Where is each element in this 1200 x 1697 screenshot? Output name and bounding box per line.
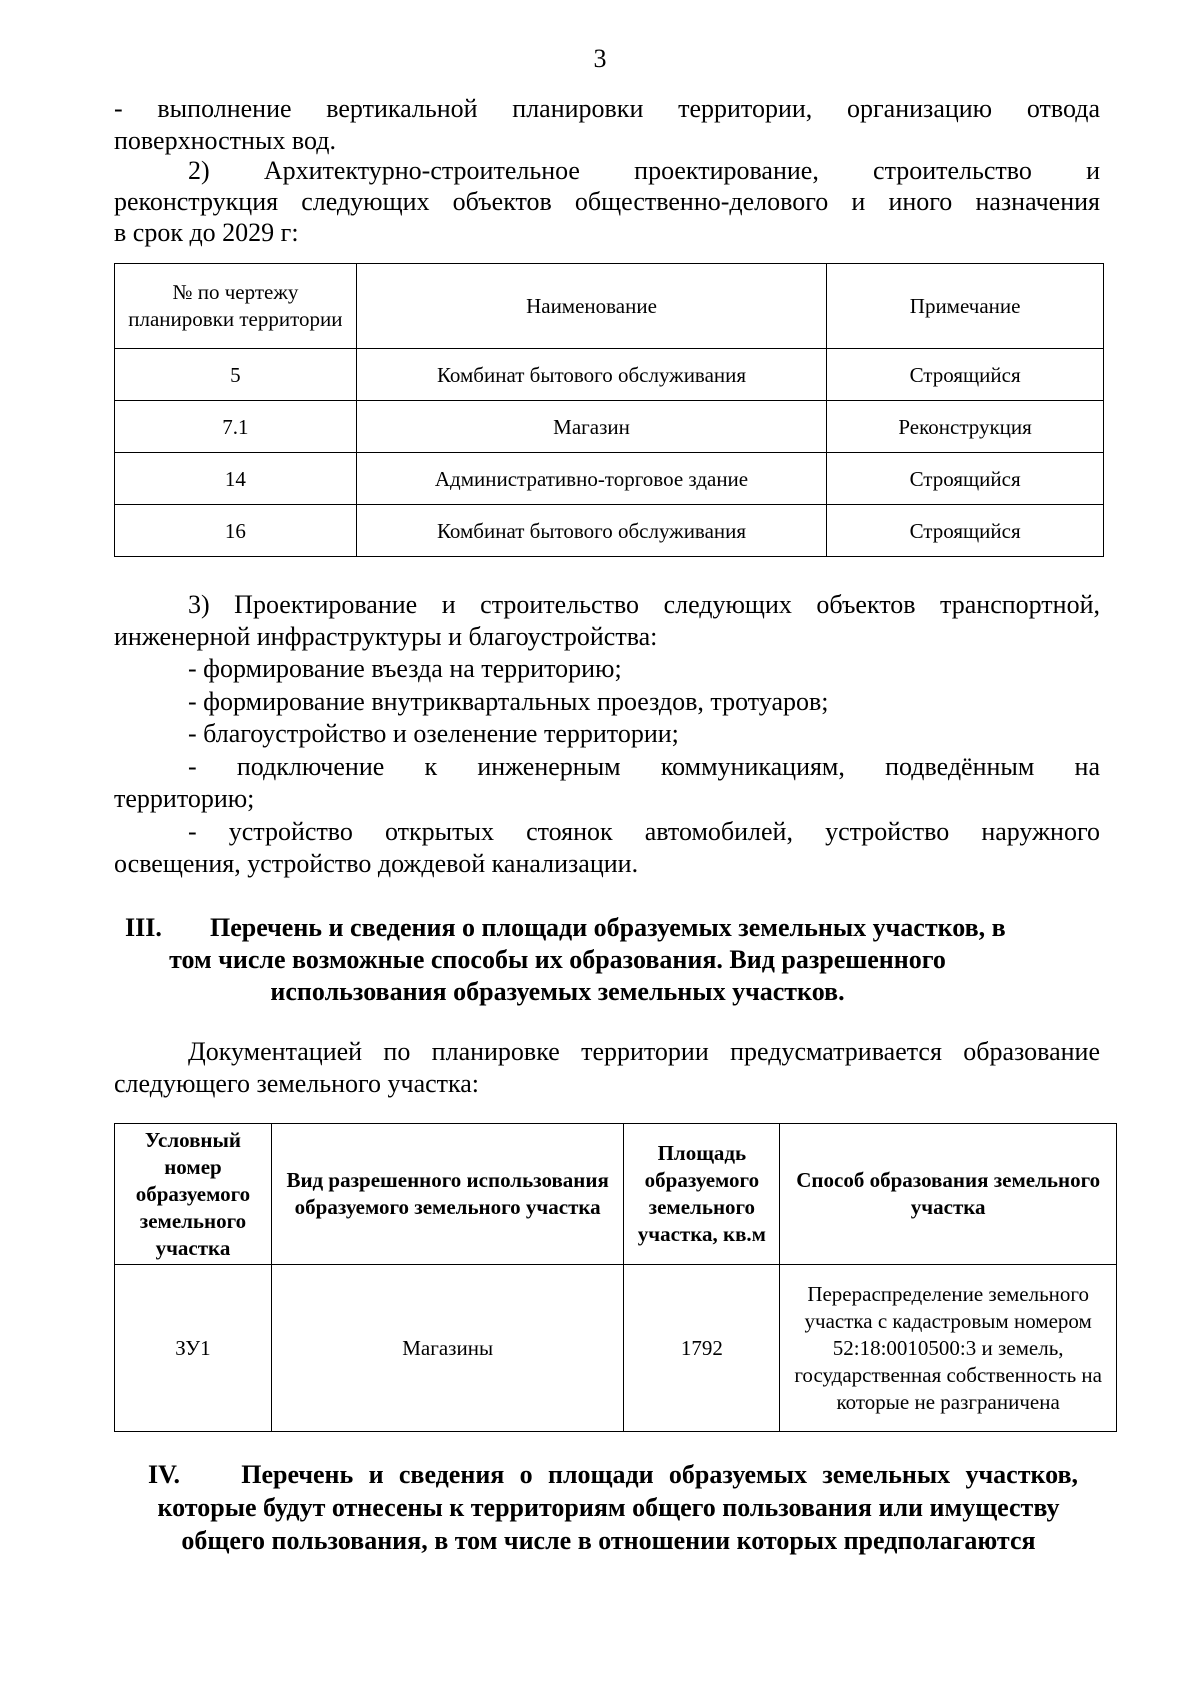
cell-note: Строящийся <box>827 453 1104 505</box>
item2-line-2: реконструкция следующих объектов общественно-делового и иного назначения <box>114 187 1100 216</box>
table-row <box>115 505 1104 557</box>
column-header-note: Примечание <box>827 264 1104 349</box>
cell-permitted-use: Магазины <box>271 1265 624 1432</box>
cell-note: Строящийся <box>827 349 1104 401</box>
section-4-title-line-2: которые будут отнесены к территориям общего пользования или имуществу <box>157 1493 1060 1522</box>
cell-plan-number: 5 <box>115 349 357 401</box>
cell-plan-number: 14 <box>115 453 357 505</box>
table-header-row <box>115 264 1104 349</box>
cell-formation-method: Перераспределение земельного участка с кадастровым номером 52:18:0010500:3 и земель, государственная собственность на которые не разграничена <box>780 1265 1117 1432</box>
section-4-title-line-1: IV. Перечень и сведения о площади образуемых земельных участков, <box>148 1460 1078 1489</box>
column-header-formation-method: Способ образования земельного участка <box>780 1124 1117 1265</box>
table-header-row <box>115 1124 1117 1265</box>
cell-plan-number: 16 <box>115 505 357 557</box>
item3-bullet-3: - благоустройство и озеленение территории; <box>188 719 679 748</box>
item3-bullet-2: - формирование внутриквартальных проездов, тротуаров; <box>188 687 829 716</box>
item3-line-1: 3) Проектирование и строительство следующих объектов транспортной, <box>188 590 1100 619</box>
land-plots-table <box>114 1123 1117 1432</box>
item2-line-3: в срок до 2029 г: <box>114 218 299 247</box>
section-3-title-line-3: использования образуемых земельных участков. <box>270 977 845 1006</box>
cell-area: 1792 <box>624 1265 780 1432</box>
item2-line-1: 2) Архитектурно-строительное проектирование, строительство и <box>188 156 1100 185</box>
column-header-permitted-use: Вид разрешенного использования образуемого земельного участка <box>271 1124 624 1265</box>
cell-note: Реконструкция <box>827 401 1104 453</box>
cell-name: Комбинат бытового обслуживания <box>356 349 826 401</box>
cell-plot-number: ЗУ1 <box>115 1265 272 1432</box>
para3-line-2: следующего земельного участка: <box>114 1069 480 1098</box>
section-4-title-line-3: общего пользования, в том числе в отношении которых предполагаются <box>181 1526 1036 1555</box>
table-row <box>115 401 1104 453</box>
cell-name: Магазин <box>356 401 826 453</box>
column-header-name: Наименование <box>356 264 826 349</box>
objects-table <box>114 263 1104 557</box>
intro-line-2: поверхностных вод. <box>114 126 337 155</box>
column-header-plan-number: № по чертежу планировки территории <box>115 264 357 349</box>
para3-line-1: Документацией по планировке территории предусматривается образование <box>188 1037 1100 1066</box>
column-header-area: Площадь образуемого земельного участка, кв.м <box>624 1124 780 1265</box>
cell-name: Комбинат бытового обслуживания <box>356 505 826 557</box>
page-number: 3 <box>593 44 607 73</box>
item3-bullet-1: - формирование въезда на территорию; <box>188 654 622 683</box>
cell-plan-number: 7.1 <box>115 401 357 453</box>
item3-bullet-4-line-2: территорию; <box>114 784 255 813</box>
cell-note: Строящийся <box>827 505 1104 557</box>
item3-bullet-4-line-1: - подключение к инженерным коммуникациям, подведённым на <box>188 752 1100 781</box>
section-3-title-line-1: Перечень и сведения о площади образуемых земельных участков, в <box>210 913 1006 942</box>
column-header-plot-number: Условный номер образуемого земельного участка <box>115 1124 272 1265</box>
table-row <box>115 1265 1117 1432</box>
item3-line-2: инженерной инфраструктуры и благоустройства: <box>114 622 658 651</box>
item3-bullet-5-line-2: освещения, устройство дождевой канализации. <box>114 849 639 878</box>
section-3-number: III. <box>125 913 162 942</box>
section-3-title-line-2: том числе возможные способы их образования. Вид разрешенного <box>169 945 946 974</box>
item3-bullet-5-line-1: - устройство открытых стоянок автомобилей, устройство наружного <box>188 817 1100 846</box>
table-row <box>115 453 1104 505</box>
intro-line-1: - выполнение вертикальной планировки территории, организацию отвода <box>114 94 1100 123</box>
table-row <box>115 349 1104 401</box>
cell-name: Административно-торговое здание <box>356 453 826 505</box>
